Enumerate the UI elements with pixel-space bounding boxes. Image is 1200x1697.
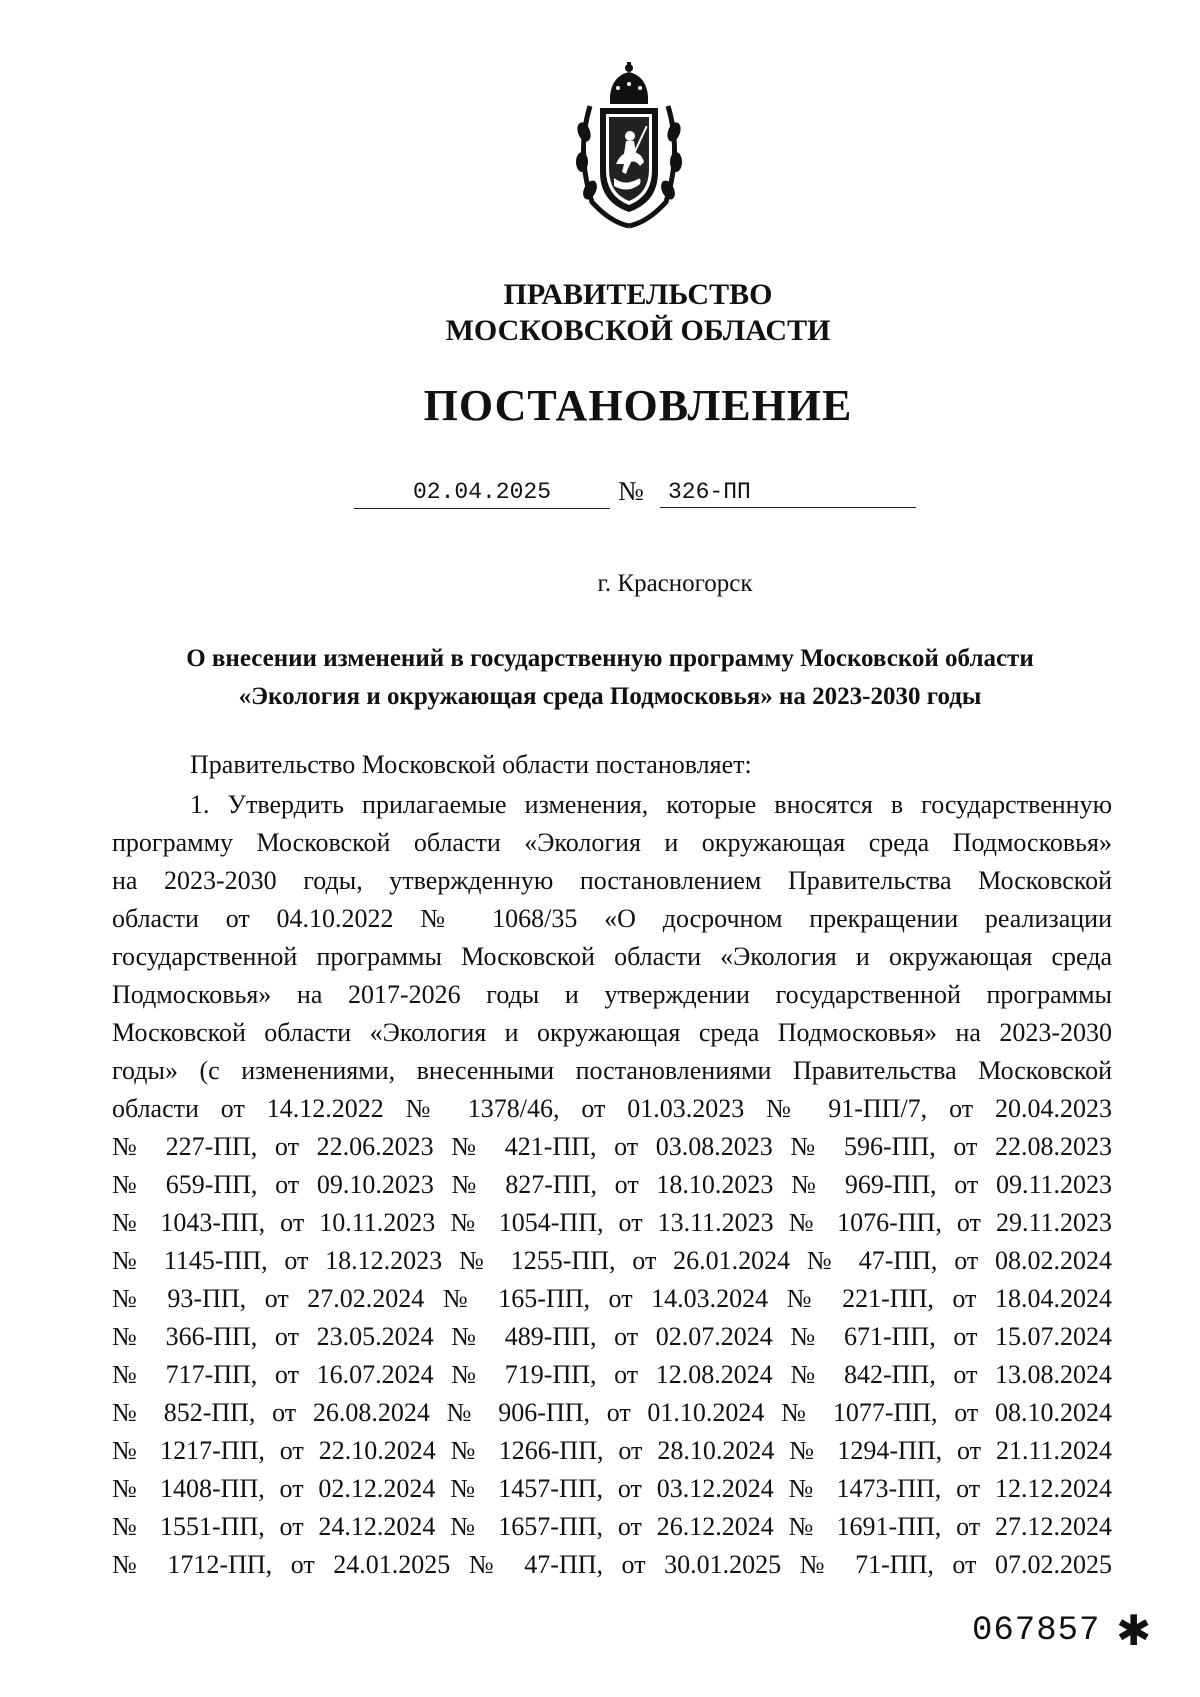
moscow-oblast-coat-of-arms-icon bbox=[570, 62, 688, 230]
serial-mark-icon: ✱ bbox=[1116, 1606, 1152, 1655]
body-line: № 1551-ПП, от 24.12.2024 № 1657-ПП, от 26.12.2024 № 1691-ПП, от 27.12.2024 bbox=[112, 1512, 1112, 1541]
org-name-line-2: МОСКОВСКОЙ ОБЛАСТИ bbox=[445, 314, 831, 347]
number-sign: № bbox=[618, 476, 644, 506]
body-line: № 1408-ПП, от 02.12.2024 № 1457-ПП, от 03.12.2024 № 1473-ПП, от 12.12.2024 bbox=[112, 1474, 1112, 1503]
serial-number-stamp: 067857 bbox=[972, 1612, 1101, 1650]
body-line: № 659-ПП, от 09.10.2023 № 827-ПП, от 18.10.2023 № 969-ПП, от 09.11.2023 bbox=[112, 1170, 1112, 1199]
body-line: области от 04.10.2022 № 1068/35 «О досрочном прекращении реализации bbox=[112, 904, 1112, 933]
body-line: № 717-ПП, от 16.07.2024 № 719-ПП, от 12.08.2024 № 842-ПП, от 13.08.2024 bbox=[112, 1360, 1112, 1389]
body-line: на 2023-2030 годы, утвержденную постановлением Правительства Московской bbox=[112, 866, 1112, 895]
body-line: годы» (с изменениями, внесенными постановлениями Правительства Московской bbox=[112, 1056, 1112, 1085]
body-line: № 1217-ПП, от 22.10.2024 № 1266-ПП, от 28.10.2024 № 1294-ПП, от 21.11.2024 bbox=[112, 1436, 1112, 1465]
document-date-field: 02.04.2025 bbox=[354, 478, 610, 509]
body-line: № 366-ПП, от 23.05.2024 № 489-ПП, от 02.07.2024 № 671-ПП, от 15.07.2024 bbox=[112, 1322, 1112, 1351]
body-line: № 1712-ПП, от 24.01.2025 № 47-ПП, от 30.01.2025 № 71-ПП, от 07.02.2025 bbox=[112, 1550, 1112, 1579]
body-line: Московской области «Экология и окружающая среда Подмосковья» на 2023-2030 bbox=[112, 1018, 1112, 1047]
subject-line: «Экология и окружающая среда Подмосковья» на 2023-2030 годы bbox=[238, 683, 982, 710]
subject-line: О внесении изменений в государственную программу Московской области bbox=[186, 645, 1034, 672]
body-line: № 1043-ПП, от 10.11.2023 № 1054-ПП, от 13.11.2023 № 1076-ПП, от 29.11.2023 bbox=[112, 1208, 1112, 1237]
body-line: № 852-ПП, от 26.08.2024 № 906-ПП, от 01.10.2024 № 1077-ПП, от 08.10.2024 bbox=[112, 1398, 1112, 1427]
body-line: № 93-ПП, от 27.02.2024 № 165-ПП, от 14.03.2024 № 221-ПП, от 18.04.2024 bbox=[112, 1284, 1112, 1313]
document-subject bbox=[110, 640, 1110, 716]
body-line: 1. Утвердить прилагаемые изменения, которые вносятся в государственную bbox=[190, 790, 1112, 819]
intro-paragraph: Правительство Московской области постановляет: bbox=[190, 750, 752, 779]
body-line: программу Московской области «Экология и окружающая среда Подмосковья» bbox=[112, 828, 1112, 857]
document-type-title: ПОСТАНОВЛЕНИЕ bbox=[423, 381, 853, 430]
document-number-field: 326-ПП bbox=[660, 478, 916, 508]
body-line: государственной программы Московской области «Экология и окружающая среда bbox=[112, 942, 1112, 971]
body-line: № 1145-ПП, от 18.12.2023 № 1255-ПП, от 26.01.2024 № 47-ПП, от 08.02.2024 bbox=[112, 1246, 1112, 1275]
body-line: Подмосковья» на 2017-2026 годы и утверждении государственной программы bbox=[112, 980, 1112, 1009]
org-name-line-1: ПРАВИТЕЛЬСТВО bbox=[503, 278, 773, 311]
body-text bbox=[112, 786, 1112, 1584]
body-line: области от 14.12.2022 № 1378/46, от 01.03.2023 № 91-ПП/7, от 20.04.2023 bbox=[112, 1094, 1112, 1123]
body-line: № 227-ПП, от 22.06.2023 № 421-ПП, от 03.08.2023 № 596-ПП, от 22.08.2023 bbox=[112, 1132, 1112, 1161]
city-label: г. Красногорск bbox=[597, 570, 753, 597]
